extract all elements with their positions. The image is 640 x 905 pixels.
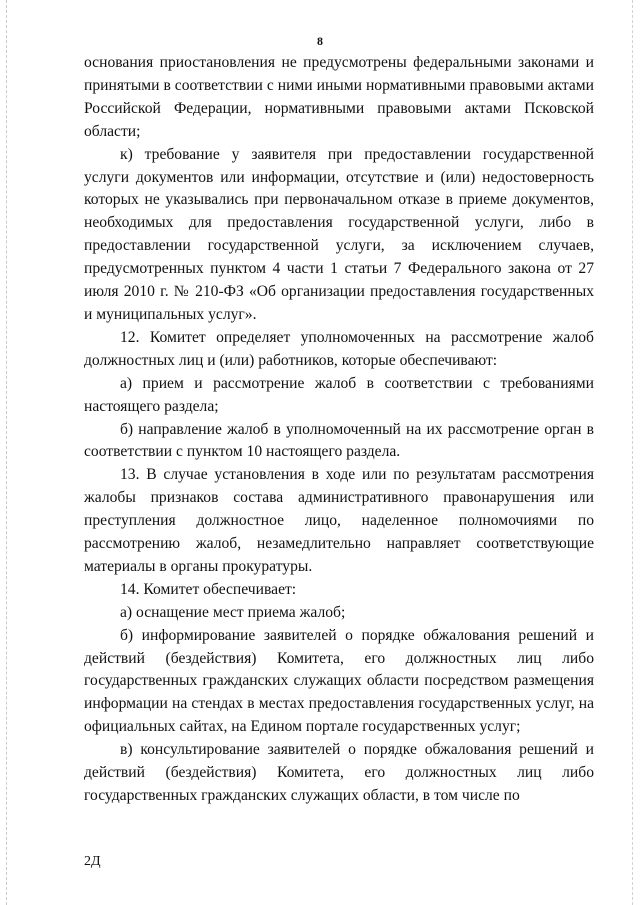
- document-body: [84, 52, 594, 808]
- paragraph-item-k: к) требование у заявителя при предоставлении государственной услуги документов или информации, отсутствие и (или) недостоверность которых не указывались при первоначальном отказе в приеме документов, необходимых для предоставления государственной услуги, либо в предоставлении государственной услуги, за исключением случаев, предусмотренных пунктом 4 части 1 статьи 7 Федерального закона от 27 июля 2010 г. № 210-ФЗ «Об организации предоставления государственных и муниципальных услуг».: [84, 145, 594, 323]
- paragraph-clause-12: 12. Комитет определяет уполномоченных на рассмотрение жалоб должностных лиц и (или) работников, которые обеспечивают:: [84, 328, 594, 369]
- paragraph-continuation: основания приостановления не предусмотрены федеральными законами и принятыми в соответствии с ними иными нормативными правовыми актами Российской Федерации, нормативными правовыми актами Псковской области;: [84, 54, 594, 140]
- paragraph-clause-14-item-a: а) оснащение мест приема жалоб;: [120, 603, 346, 621]
- scan-edge-right: [632, 0, 634, 905]
- paragraph-clause-12-item-a: а) прием и рассмотрение жалоб в соответствии с требованиями настоящего раздела;: [84, 374, 594, 415]
- scan-edge-left: [6, 0, 8, 905]
- paragraph-clause-14: 14. Комитет обеспечивает:: [120, 580, 297, 598]
- paragraph-clause-12-item-b: б) направление жалоб в уполномоченный на их рассмотрение орган в соответствии с пунктом 10 настоящего раздела.: [84, 420, 594, 461]
- footer-mark: 2Д: [84, 854, 101, 869]
- paragraph-clause-14-item-b: б) информирование заявителей о порядке обжалования решений и действий (бездействия) Комитета, его должностных лиц либо государственных гражданских служащих области посредством размещения информации на стендах в местах предоставления государственных услуг, на официальных сайтах, на Едином портале государственных услуг;: [84, 626, 594, 736]
- paragraph-clause-13: 13. В случае установления в ходе или по результатам рассмотрения жалобы признаков состава административного правонарушения или преступления должностное лицо, наделенное полномочиями по рассмотрению жалоб, незамедлительно направляет соответствующие материалы в органы прокуратуры.: [84, 466, 594, 575]
- page-number: 8: [317, 34, 323, 48]
- paragraph-clause-14-item-v: в) консультирование заявителей о порядке обжалования решений и действий (бездействия) Комитета, его должностных лиц либо государственных гражданских служащих области, в том числе по: [84, 741, 594, 804]
